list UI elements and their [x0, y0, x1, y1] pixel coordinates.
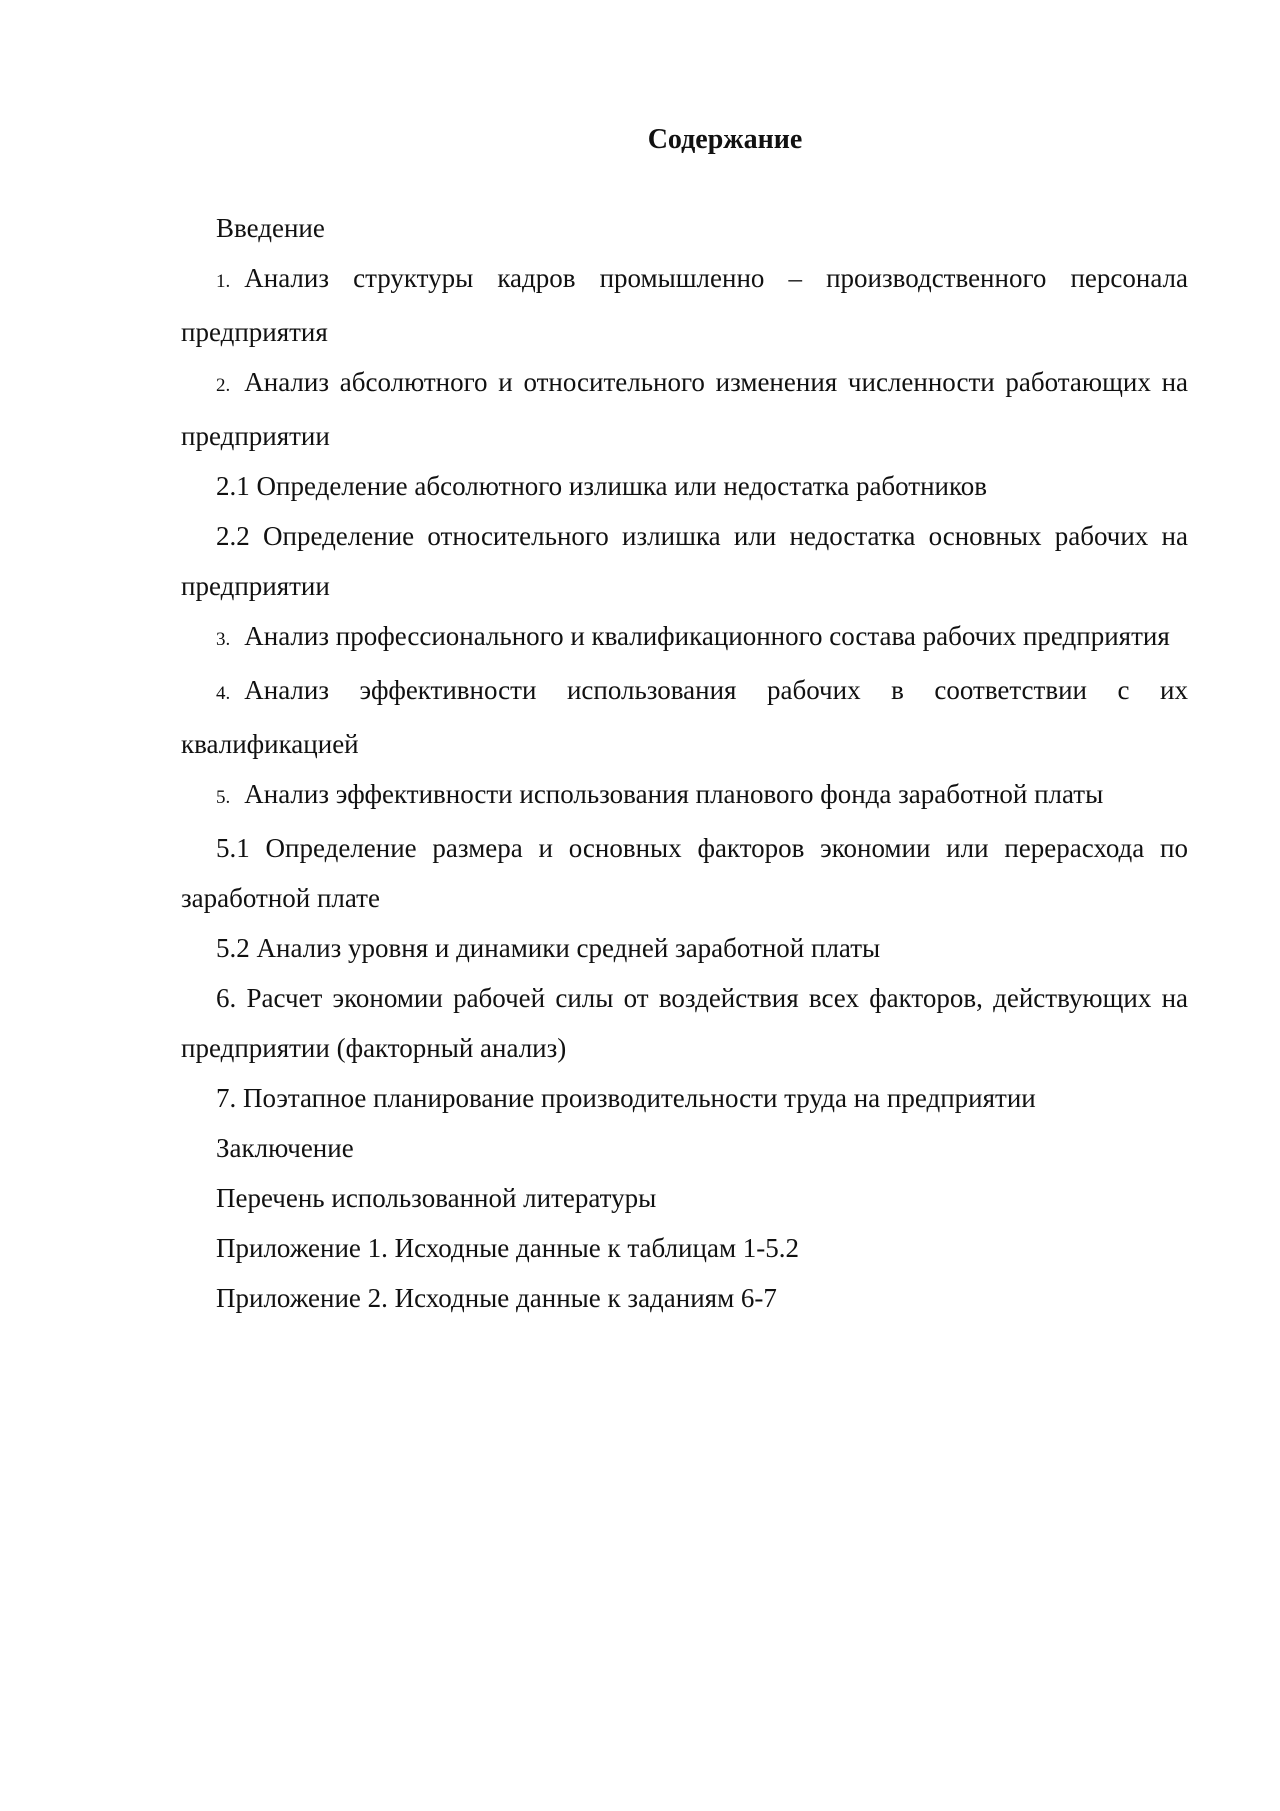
- toc-entry-text: Приложение 2. Исходные данные к заданиям 6-7: [216, 1283, 777, 1313]
- page-title: Содержание: [647, 124, 803, 155]
- toc-entry-text: 6. Расчет экономии рабочей силы от воздействия всех факторов, действующих на предприятии (факторный анализ): [181, 983, 1188, 1063]
- toc-entry-text: Введение: [216, 213, 325, 243]
- toc-entry-1: [181, 253, 1188, 357]
- toc-entry-text: 2.1 Определение абсолютного излишка или недостатка работников: [216, 471, 988, 501]
- toc-entry-number: 5.: [216, 787, 231, 808]
- toc-entry-number: 2.: [216, 375, 231, 396]
- toc-entry-2: [181, 357, 1188, 461]
- toc-entry-references: [181, 1173, 1188, 1223]
- toc-entry-4: [181, 665, 1188, 769]
- toc-entry-5-1: [181, 823, 1188, 923]
- toc-entry-text: Анализ абсолютного и относительного изменения численности работающих на предприятии: [181, 367, 1188, 451]
- toc-entry-conclusion: [181, 1123, 1188, 1173]
- toc-entry-number: 1.: [216, 271, 231, 292]
- toc-entry-2-1: [181, 461, 1188, 511]
- toc-entry-text: Перечень использованной литературы: [216, 1183, 657, 1213]
- toc-entry-text: Анализ эффективности использования рабочих в соответствии с их квалификацией: [181, 675, 1188, 759]
- toc-entry-text: Анализ структуры кадров промышленно – производственного персонала предприятия: [181, 263, 1188, 347]
- toc-entry-number: 3.: [216, 629, 231, 650]
- toc-entry-6: [181, 973, 1188, 1073]
- toc-entry-text: 5.1 Определение размера и основных факторов экономии или перерасхода по заработной плате: [181, 833, 1188, 913]
- toc-entry-3: [181, 611, 1188, 665]
- toc-entry-appendix-1: [181, 1223, 1188, 1273]
- toc-entry-5: [181, 769, 1188, 823]
- toc-entry-text: Анализ профессионального и квалификационного состава рабочих предприятия: [244, 621, 1170, 651]
- toc-entry-appendix-2: [181, 1273, 1188, 1323]
- toc-entry-introduction: [181, 203, 1188, 253]
- toc-entry-2-2: [181, 511, 1188, 611]
- table-of-contents: [181, 203, 1188, 1323]
- toc-entry-text: 5.2 Анализ уровня и динамики средней заработной платы: [216, 933, 881, 963]
- toc-entry-text: Анализ эффективности использования планового фонда заработной платы: [244, 779, 1104, 809]
- toc-entry-text: 2.2 Определение относительного излишка или недостатка основных рабочих на предприятии: [181, 521, 1188, 601]
- toc-entry-7: [181, 1073, 1188, 1123]
- toc-entry-text: Заключение: [216, 1133, 354, 1163]
- toc-entry-text: 7. Поэтапное планирование производительности труда на предприятии: [216, 1083, 1036, 1113]
- toc-entry-5-2: [181, 923, 1188, 973]
- toc-entry-number: 4.: [216, 683, 231, 704]
- toc-entry-text: Приложение 1. Исходные данные к таблицам 1-5.2: [216, 1233, 800, 1263]
